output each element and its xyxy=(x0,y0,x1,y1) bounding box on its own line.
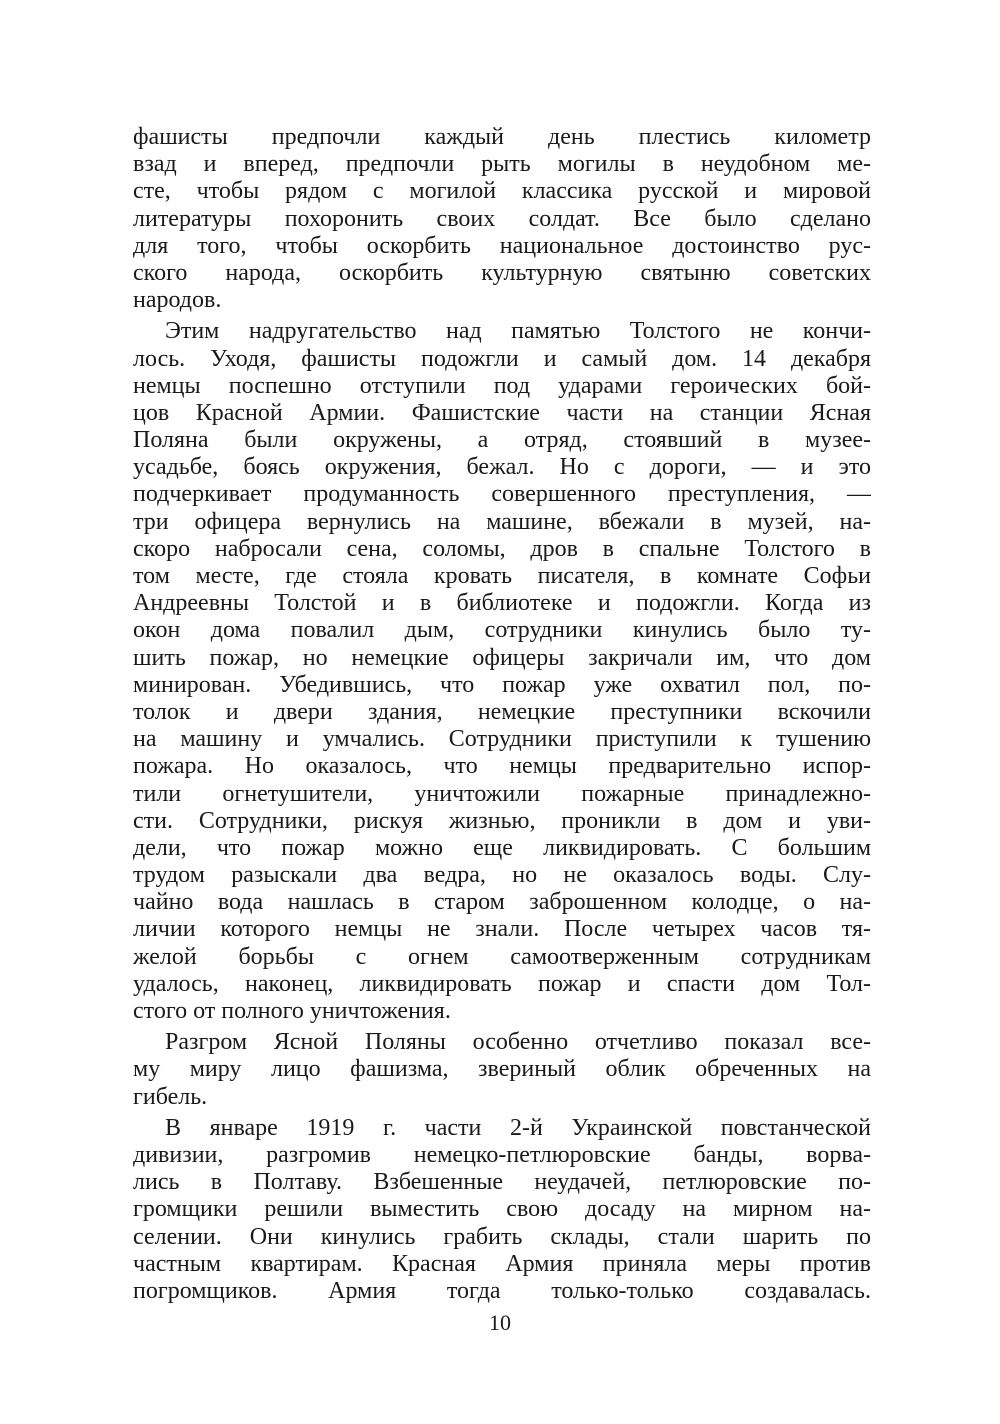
text-line: окон дома повалил дым, сотрудники кинулись было ту- xyxy=(133,617,871,644)
text-line: дели, что пожар можно еще ликвидировать. С большим xyxy=(133,834,871,861)
text-line: тили огнетушители, уничтожили пожарные принадлежно- xyxy=(133,780,871,807)
text-line: цов Красной Армии. Фашистские части на станции Ясная xyxy=(133,399,871,426)
paragraph-1 xyxy=(133,124,871,314)
text-line: му миру лицо фашизма, звериный облик обреченных на xyxy=(133,1056,871,1083)
text-line: частным квартирам. Красная Армия приняла меры против xyxy=(133,1250,871,1277)
text-line: В январе 1919 г. части 2-й Украинской повстанческой xyxy=(165,1114,871,1141)
text-line: селении. Они кинулись грабить склады, стали шарить по xyxy=(133,1223,871,1250)
text-line: немцы поспешно отступили под ударами героических бой- xyxy=(133,372,871,399)
text-line: минирован. Убедившись, что пожар уже охватил пол, по- xyxy=(133,671,871,698)
text-line: дивизии, разгромив немецко-петлюровские банды, ворва- xyxy=(133,1141,871,1168)
page-number: 10 xyxy=(489,1310,511,1335)
paragraph-3 xyxy=(133,1029,871,1111)
text-line: Поляна были окружены, а отряд, стоявший в музее- xyxy=(133,427,871,454)
text-line: пожара. Но оказалось, что немцы предварительно испор- xyxy=(133,753,871,780)
text-line: сти. Сотрудники, рискуя жизнью, проникли в дом и уви- xyxy=(133,807,871,834)
text-line: толок и двери здания, немецкие преступники вскочили xyxy=(133,698,871,725)
paragraph-2 xyxy=(133,318,871,1025)
page-body xyxy=(133,124,871,1309)
paragraph-4 xyxy=(133,1115,871,1305)
text-line: чайно вода нашлась в старом заброшенном колодце, о на- xyxy=(133,889,871,916)
text-line: лись в Полтаву. Взбешенные неудачей, петлюровские по- xyxy=(133,1169,871,1196)
text-line: стого от полного уничтожения. xyxy=(133,998,451,1024)
text-line: на машину и умчались. Сотрудники приступили к тушению xyxy=(133,726,871,753)
text-line: шить пожар, но немецкие офицеры закричали им, что дом xyxy=(133,644,871,671)
text-line: скоро набросали сена, соломы, дров в спальне Толстого в xyxy=(133,535,871,562)
text-line: взад и вперед, предпочли рыть могилы в неудобном ме- xyxy=(133,151,871,178)
text-line: подчеркивает продуманность совершенного преступления, — xyxy=(133,481,871,508)
text-line: литературы похоронить своих солдат. Все было сделано xyxy=(133,205,871,232)
text-line: личии которого немцы не знали. После четырех часов тя- xyxy=(133,916,871,943)
text-line: Разгром Ясной Поляны особенно отчетливо показал все- xyxy=(165,1029,871,1056)
text-line: для того, чтобы оскорбить национальное достоинство рус- xyxy=(133,232,871,259)
text-line: Этим надругательство над памятью Толстого не кончи- xyxy=(165,318,871,345)
text-line: удалось, наконец, ликвидировать пожар и спасти дом Тол- xyxy=(133,970,871,997)
text-line: усадьбе, боясь окружения, бежал. Но с дороги, — и это xyxy=(133,454,871,481)
text-line: лось. Уходя, фашисты подожгли и самый дом. 14 декабря xyxy=(133,345,871,372)
text-line: народов. xyxy=(133,287,222,314)
text-line: том месте, где стояла кровать писателя, в комнате Софьи xyxy=(133,563,871,589)
text-line: Андреевны Толстой и в библиотеке и подожгли. Когда из xyxy=(133,590,871,617)
text-line: трудом разыскали два ведра, но не оказалось воды. Слу- xyxy=(133,862,871,889)
text-line: желой борьбы с огнем самоотверженным сотрудникам xyxy=(133,943,871,970)
text-line: погромщиков. Армия тогда только-только создавалась. xyxy=(133,1277,871,1304)
text-line: гибель. xyxy=(133,1083,208,1110)
text-line: ского народа, оскорбить культурную святыню советских xyxy=(133,259,871,286)
text-line: три офицера вернулись на машине, вбежали в музей, на- xyxy=(133,508,871,535)
text-line: громщики решили выместить свою досаду на мирном на- xyxy=(133,1196,871,1223)
text-line: сте, чтобы рядом с могилой классика русской и мировой xyxy=(133,178,871,205)
text-line: фашисты предпочли каждый день плестись километр xyxy=(133,124,871,150)
